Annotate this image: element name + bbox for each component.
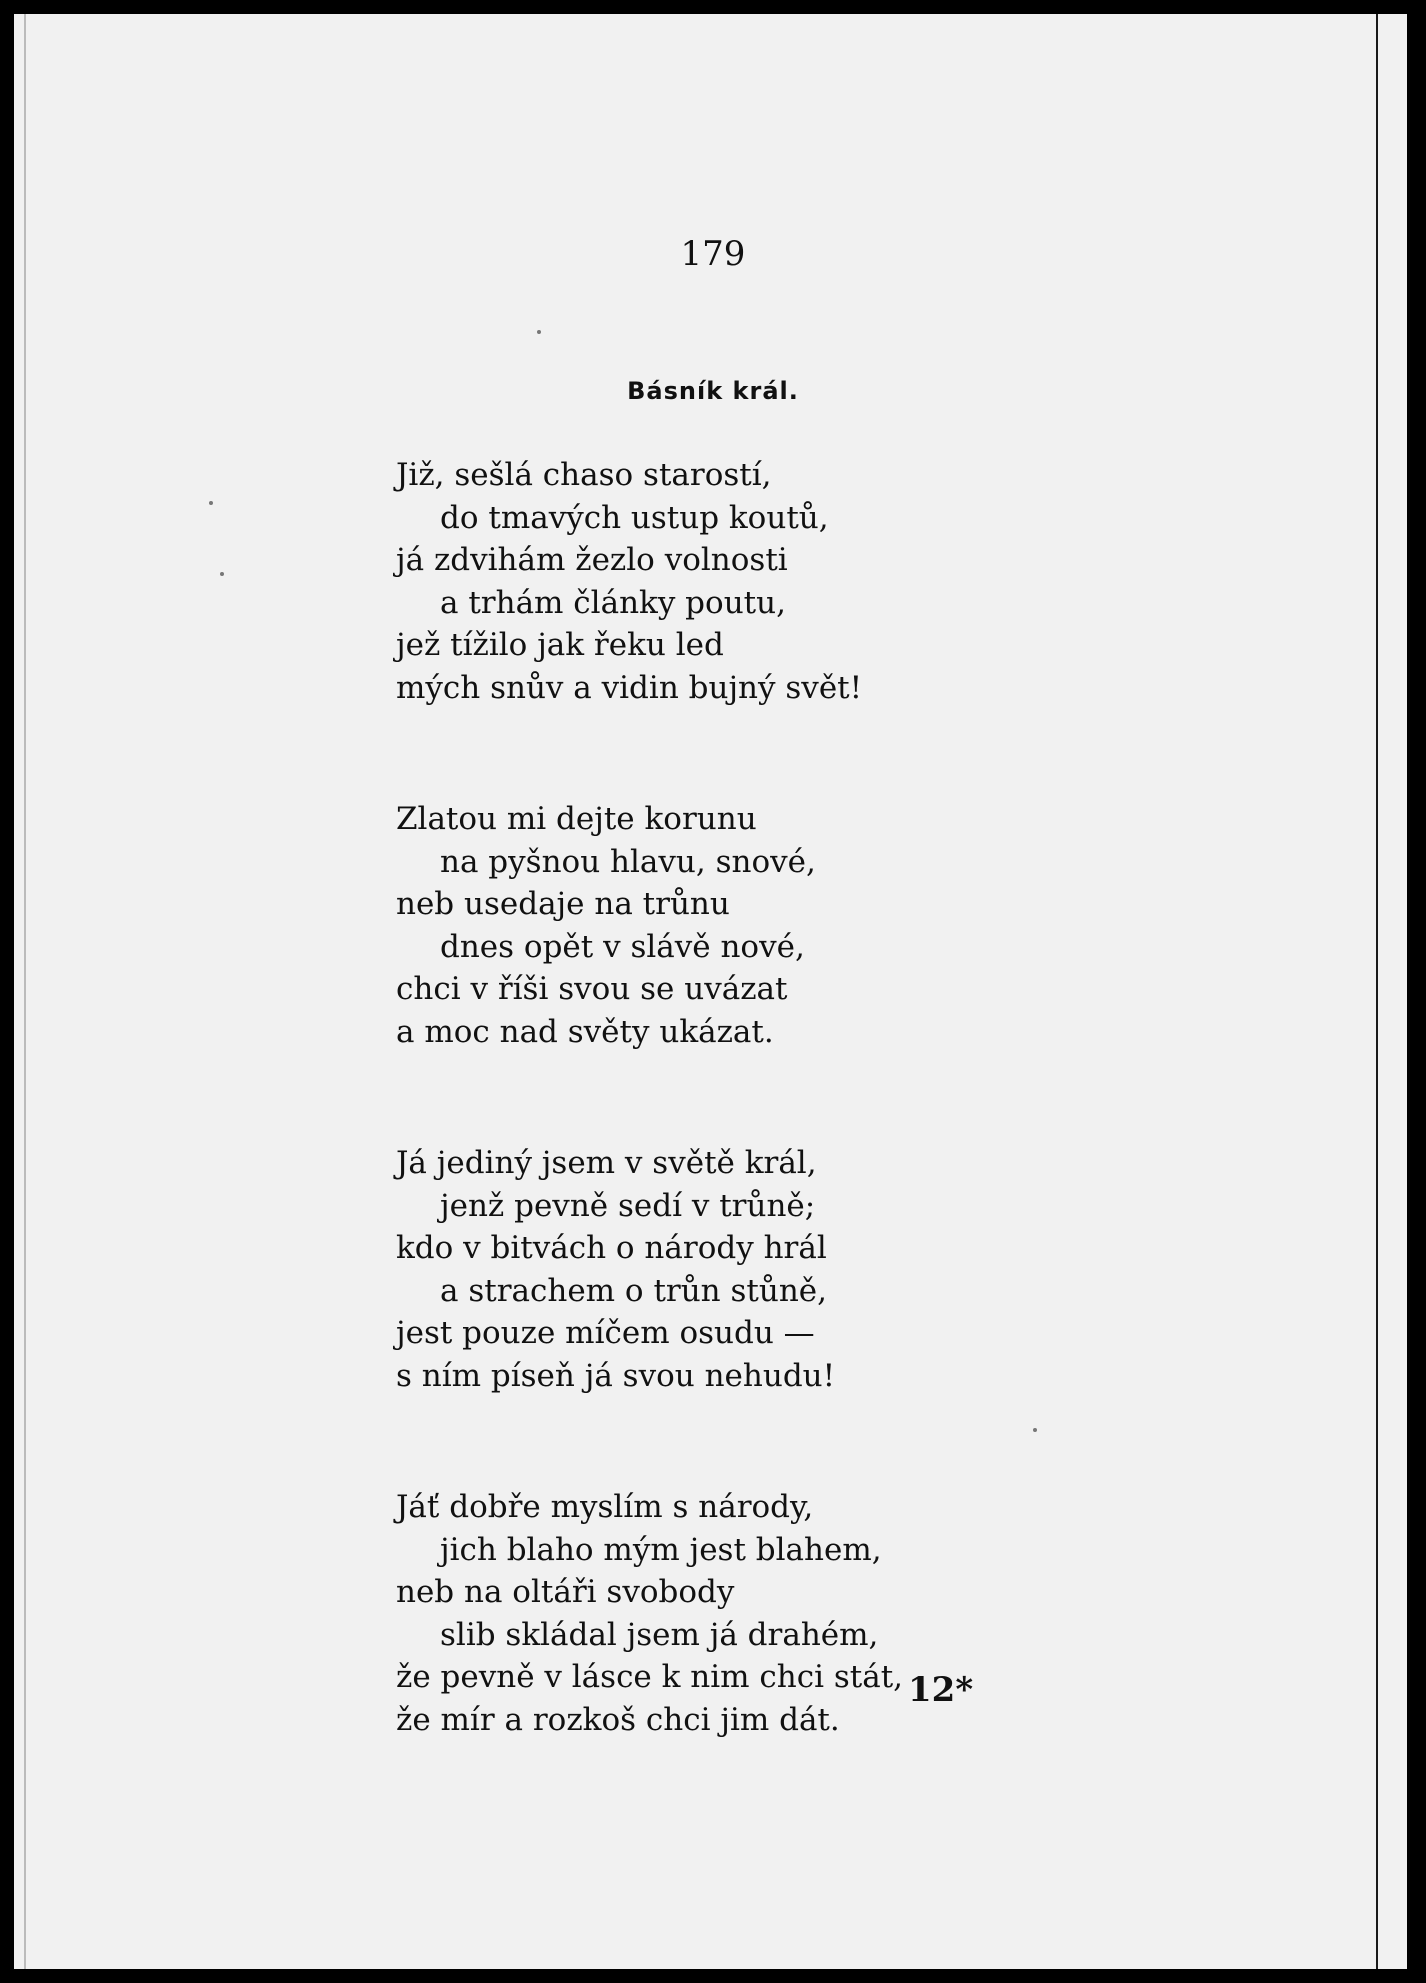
verse-line: dnes opět v slávě nové, (440, 928, 805, 965)
verse-line: neb usedaje na trůnu (396, 886, 730, 922)
signature-mark: 12* (908, 1670, 974, 1710)
verse-line: slib skládal jsem já drahém, (440, 1616, 879, 1653)
verse-line: a moc nad světy ukázat. (396, 1013, 774, 1050)
verse-line: chci v říši svou se uvázat (396, 971, 788, 1007)
poem-body (396, 454, 1096, 1830)
verse-line: na pyšnou hlavu, snové, (440, 843, 816, 880)
verse-line: s ním píseň já svou nehudu! (396, 1357, 836, 1394)
verse-line: Zlatou mi dejte korunu (396, 801, 757, 837)
verse-line: kdo v bitvách o národy hrál (396, 1230, 827, 1266)
page-edge-right (1376, 14, 1378, 1969)
speck (537, 330, 541, 334)
verse-line: jest pouze míčem osudu — (396, 1315, 815, 1351)
verse-line: já zdvihám žezlo volnosti (396, 542, 788, 578)
page-number: 179 (680, 234, 746, 274)
verse-line: a trhám články poutu, (440, 584, 786, 621)
verse-line: Jáť dobře myslím s národy, (396, 1489, 814, 1525)
speck (220, 572, 224, 576)
stanza-4 (396, 1486, 1096, 1741)
page-edge-left (24, 14, 26, 1969)
speck (209, 501, 213, 505)
poem-title: Básník král. (627, 377, 799, 405)
verse-line: a strachem o trůn stůně, (440, 1272, 828, 1309)
verse-line: že pevně v lásce k nim chci stát, (396, 1659, 904, 1695)
verse-line: Již, sešlá chaso starostí, (396, 457, 772, 493)
stanza-3 (396, 1142, 1096, 1397)
verse-line: jich blaho mým jest blahem, (440, 1531, 882, 1568)
verse-line: že mír a rozkoš chci jim dát. (396, 1701, 840, 1738)
stanza-1 (396, 454, 1096, 709)
verse-line: jež tížilo jak řeku led (396, 627, 724, 663)
stanza-2 (396, 798, 1096, 1053)
verse-line: mých snův a vidin bujný svět! (396, 669, 863, 706)
verse-line: jenž pevně sedí v trůně; (440, 1187, 816, 1224)
verse-line: do tmavých ustup koutů, (440, 499, 829, 536)
speck (1033, 1428, 1037, 1432)
verse-line: Já jediný jsem v světě král, (396, 1145, 817, 1181)
verse-line: neb na oltáři svobody (396, 1574, 735, 1610)
